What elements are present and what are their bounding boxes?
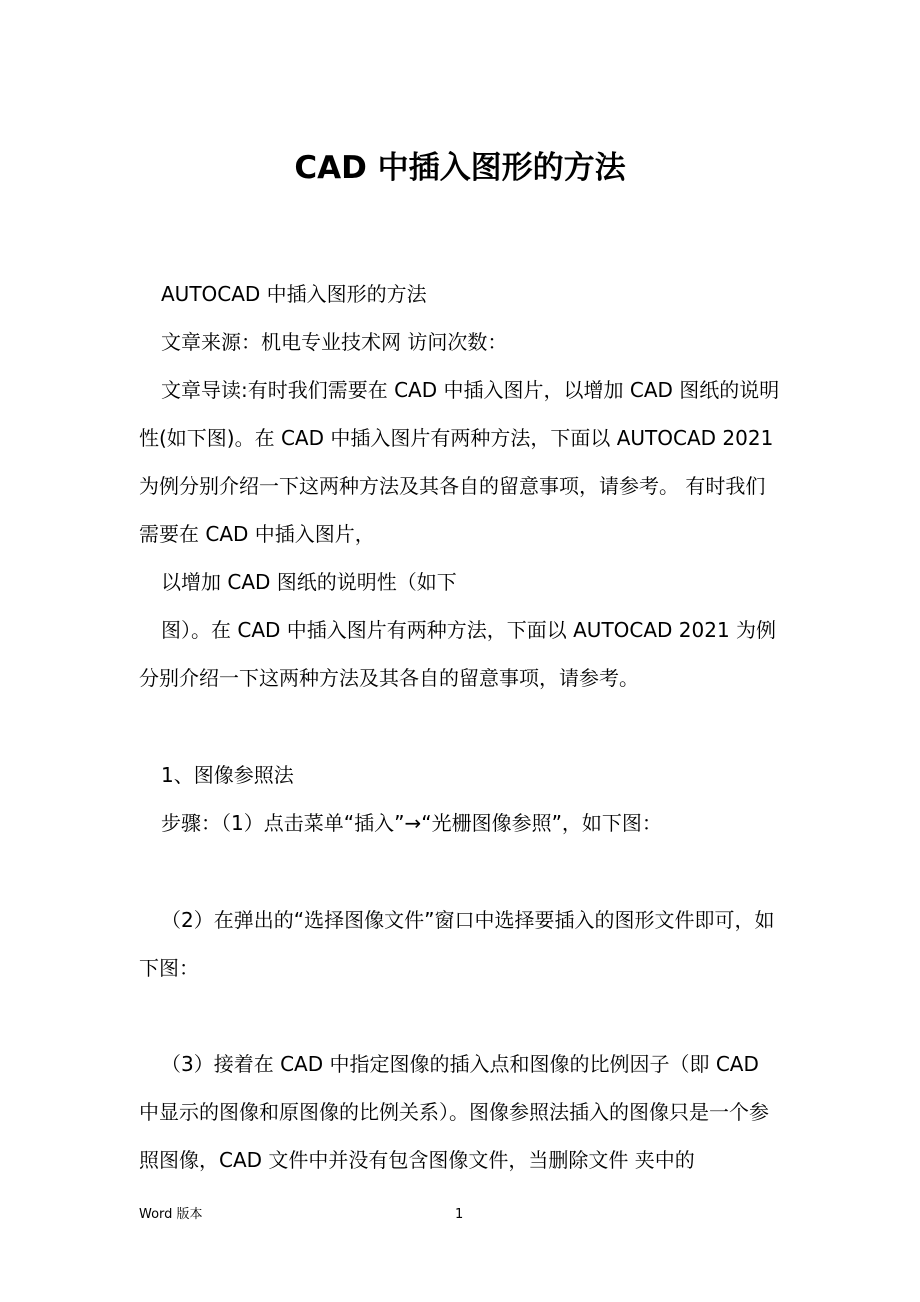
page-title: CAD 中插入图形的方法 — [294, 150, 626, 186]
body-paragraph: 图）。在 CAD 中插入图片有两种方法，下面以 AUTOCAD 2021 为例分别介绍一下这两种方法及其各自的留意事项，请参考。 — [139, 618, 777, 690]
footer-label: Word 版本 — [139, 1207, 203, 1222]
page-number: 1 — [455, 1207, 464, 1222]
step-paragraph: 步骤：（1）点击菜单“插入”→“光栅图像参照”，如下图： — [161, 811, 662, 835]
source-paragraph: 文章来源：机电专业技术网 访问次数： — [161, 330, 508, 354]
body-paragraph: 以增加 CAD 图纸的说明性（如下 — [161, 570, 457, 594]
step-paragraph: （2）在弹出的“选择图像文件”窗口中选择要插入的图形文件即可，如下图： — [139, 908, 775, 980]
intro-paragraph: 文章导读:有时我们需要在 CAD 中插入图片，以增加 CAD 图纸的说明性(如下图)。在 CAD 中插入图片有两种方法，下面以 AUTOCAD 2021 为例分别介绍一下这两种方法及其各自的留意事项，请参考。 有时我们需要在 CAD 中插入图片， — [139, 378, 780, 546]
subtitle-paragraph: AUTOCAD 中插入图形的方法 — [161, 282, 427, 306]
section-heading: 1、图像参照法 — [161, 763, 294, 787]
step-paragraph: （3）接着在 CAD 中指定图像的插入点和图像的比例因子（即 CAD 中显示的图像和原图像的比例关系）。图像参照法插入的图像只是一个参照图像，CAD 文件中并没有包含图像文件，当删除文件 夹中的 — [139, 1052, 769, 1172]
